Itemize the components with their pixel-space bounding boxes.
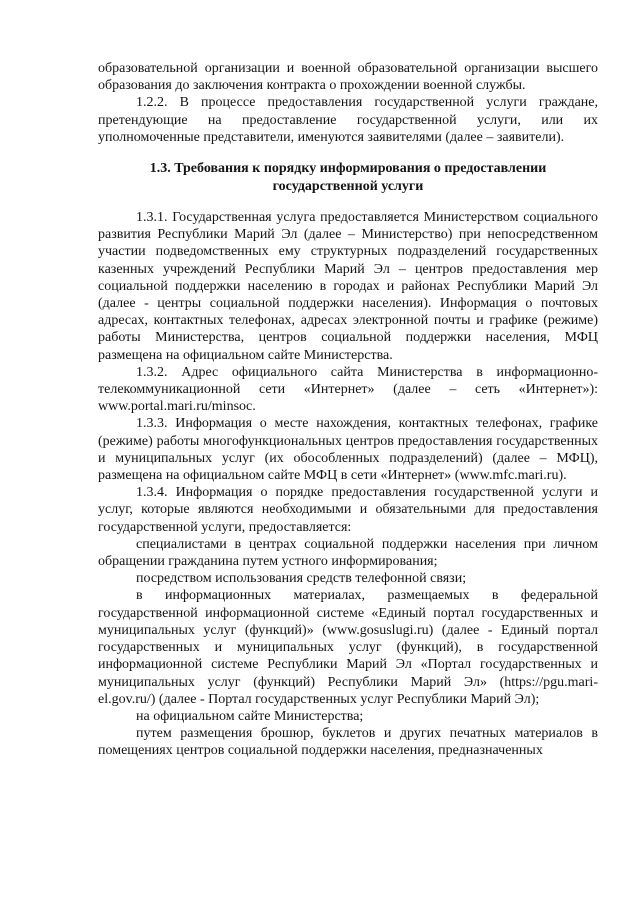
document-page: [98, 60, 598, 760]
list-item-info-materials: в информационных материалах, размещаемых в федеральной государственной информационной системе «Единый портал государственных и муниципальных услуг (функций)» (www.gosuslugi.ru) (далее - Единый портал государственных и муниципальных услуг (функций), в государственной информационной системе Республики Марий Эл «Портал государственных и муниципальных услуг (функций) Республики Марий Эл» (https://pgu.mari-el.gov.ru/) (далее - Портал государственных услуг Республики Марий Эл);: [98, 588, 598, 707]
section-heading-1-3: 1.3. Требования к порядку информирования о предоставлении государственной услуги: [149, 161, 547, 194]
paragraph-continuation: образовательной организации и военной образовательной организации высшего образования до заключения контракта о прохождении военной службы.: [98, 61, 598, 94]
list-item-specialists: специалистами в центрах социальной поддержки населения при личном обращении гражданина путем устного информирования;: [98, 536, 598, 570]
paragraph-1-3-1: 1.3.1. Государственная услуга предоставляется Министерством социального развития Республики Марий Эл (далее – Министерство) при непосредственном участии подведомственных ему структурных подразделений государственных казенных учреждений Республики Марий Эл – центров предоставления мер социальной поддержки населению в городах и районах Республики Марий Эл (далее - центры социальной поддержки населения). Информация о почтовых адресах, контактных телефонах, адресах электронной почты и графике (режиме) работы Министерства, центров социальной поддержки населения, МФЦ размещена на официальном сайте Министерства.: [98, 210, 598, 363]
list-item-official-site: на официальном сайте Министерства;: [136, 708, 364, 724]
paragraph-1-3-3: 1.3.3. Информация о месте нахождения, контактных телефонах, графике (режиме) работы многофункциональных центров предоставления государственных и муниципальных услуг (их обособленных подразделений) (далее – МФЦ), размещена на официальном сайте МФЦ в сети «Интернет» (www.mfc.mari.ru).: [98, 416, 598, 484]
paragraph-1-3-2: 1.3.2. Адрес официального сайта Министерства в информационно-телекоммуникационной сети «Интернет» (далее – сеть «Интернет»): www.portal.mari.ru/minsoc.: [98, 364, 598, 415]
list-item-brochures: путем размещения брошюр, буклетов и других печатных материалов в помещениях центров социальной поддержки населения, предназначенных: [98, 726, 598, 759]
paragraph-1-3-4: 1.3.4. Информация о порядке предоставления государственной услуги и услуг, которые являются необходимыми и обязательными для предоставления государственной услуги, предоставляется:: [98, 485, 598, 535]
list-item-telephone: посредством использования средств телефонной связи;: [136, 571, 467, 587]
paragraph-1-2-2: 1.2.2. В процессе предоставления государственной услуги граждане, претендующие на предоставление государственной услуги, или их уполномоченные представители, именуются заявителями (далее – заявители).: [98, 95, 598, 145]
